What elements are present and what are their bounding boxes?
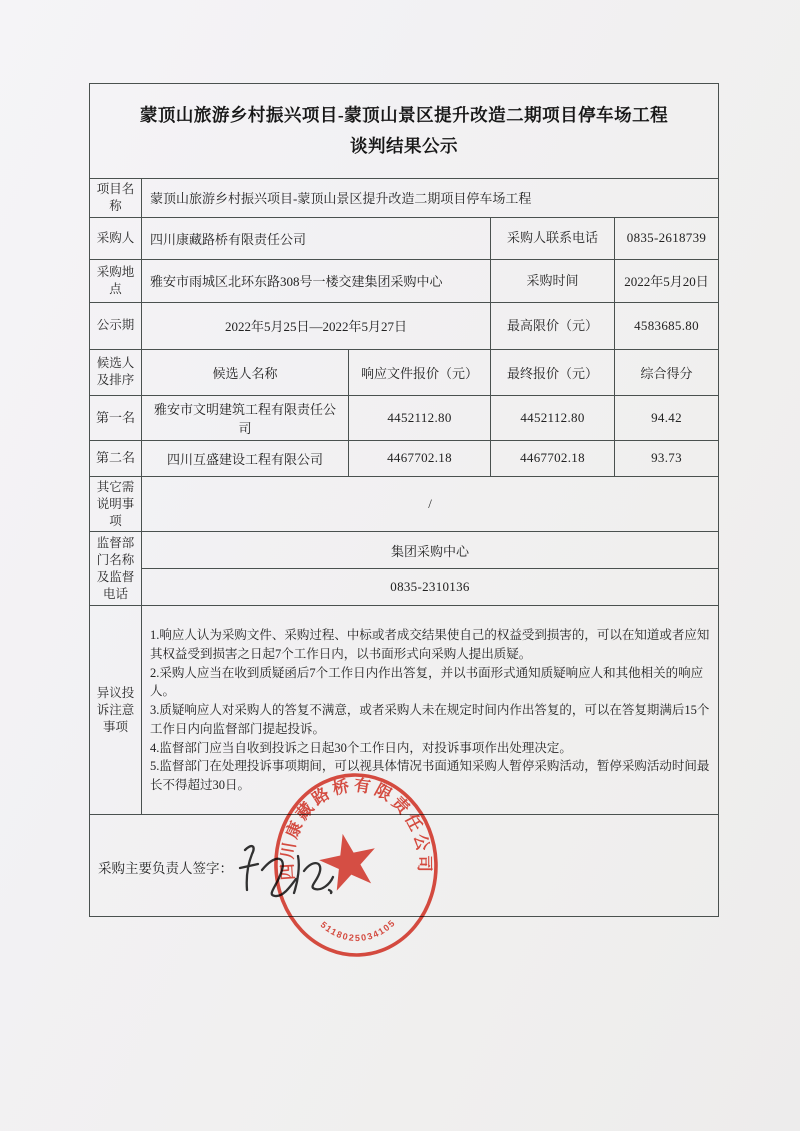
candidate-2-score: 93.73: [615, 440, 719, 476]
complaint-item-4: 4.监督部门应当自收到投诉之日起30个工作日内，对投诉事项作出处理决定。: [150, 740, 572, 755]
purchaser-phone-label: 采购人联系电话: [491, 217, 615, 259]
stamp-number-text: 5118025034105: [318, 917, 398, 944]
other-notes-value: /: [142, 476, 719, 532]
candidate-name-header: 候选人名称: [142, 349, 349, 395]
publicity-period-label: 公示期: [90, 302, 142, 349]
score-header: 综合得分: [615, 349, 719, 395]
supervision-department: 集团采购中心: [142, 532, 719, 569]
purchaser-row: [90, 217, 719, 259]
project-name-value: 蒙顶山旅游乡村振兴项目-蒙顶山景区提升改造二期项目停车场工程: [142, 179, 719, 218]
stamp-star-icon: [315, 828, 382, 893]
publicity-period-row: [90, 302, 719, 349]
other-notes-row: [90, 476, 719, 532]
purchaser-phone-value: 0835-2618739: [615, 217, 719, 259]
supervision-department-row: [90, 532, 719, 569]
candidate-2-final-price: 4467702.18: [491, 440, 615, 476]
document-title-line1: 蒙顶山旅游乡村振兴项目-蒙顶山景区提升改造二期项目停车场工程: [139, 105, 669, 126]
candidate-1-final-price: 4452112.80: [491, 395, 615, 440]
location-row: [90, 259, 719, 302]
candidates-header-row: [90, 349, 719, 395]
candidate-2-name: 四川互盛建设工程有限公司: [142, 440, 349, 476]
project-name-row: [90, 179, 719, 218]
signature-label: 采购主要负责人签字：: [98, 861, 233, 877]
purchase-time-label: 采购时间: [491, 259, 615, 302]
candidate-row-1: [90, 395, 719, 440]
document-title-line2: 谈判结果公示: [350, 136, 458, 156]
candidate-1-name: 雅安市文明建筑工程有限责任公司: [142, 395, 349, 440]
complaint-item-5: 5.监督部门在处理投诉事项期间，可以视具体情况书面通知采购人暂停采购活动，暂停采购活动时间最长不得超过30日。: [150, 759, 710, 792]
candidates-section-label: 候选人及排序: [90, 349, 142, 395]
purchaser-value: 四川康藏路桥有限责任公司: [142, 217, 491, 259]
purchaser-label: 采购人: [90, 217, 142, 259]
other-notes-label: 其它需说明事项: [90, 476, 142, 532]
stamp-company-text: 四川康藏路桥有限责任公司: [277, 775, 435, 881]
publicity-period-value: 2022年5月25日—2022年5月27日: [142, 302, 491, 349]
location-value: 雅安市雨城区北环东路308号一楼交建集团采购中心: [142, 259, 491, 302]
candidate-row-2: [90, 440, 719, 476]
complaint-item-3: 3.质疑响应人对采购人的答复不满意，或者采购人未在规定时间内作出答复的，可以在答复期满后15个工作日内向监督部门提起投诉。: [150, 703, 710, 736]
final-price-header: 最终报价（元）: [491, 349, 615, 395]
max-price-label: 最高限价（元）: [491, 302, 615, 349]
company-stamp: [266, 766, 447, 966]
rank-1-label: 第一名: [90, 395, 142, 440]
title-row: [90, 84, 719, 179]
svg-text:5118025034105: [318, 917, 398, 944]
complaint-item-2: 2.采购人应当在收到质疑函后7个工作日内作出答复，并以书面形式通知质疑响应人和其他相关的响应人。: [150, 665, 704, 699]
complaint-item-1: 1.响应人认为采购文件、采购过程、中标或者成交结果使自己的权益受到损害的，可以在知道或者应知其权益受到损害之日起7个工作日内，以书面形式向采购人提出质疑。: [150, 628, 710, 661]
doc-price-header: 响应文件报价（元）: [349, 349, 491, 395]
project-name-label: 项目名称: [90, 179, 142, 218]
candidate-2-doc-price: 4467702.18: [349, 440, 491, 476]
supervision-label: 监督部门名称及监督电话: [90, 532, 142, 606]
supervision-phone-row: [90, 569, 719, 606]
complaint-notice-label: 异议投诉注意事项: [90, 606, 142, 815]
max-price-value: 4583685.80: [615, 302, 719, 349]
supervision-phone: 0835-2310136: [142, 569, 719, 606]
candidate-1-score: 94.42: [615, 395, 719, 440]
rank-2-label: 第二名: [90, 440, 142, 476]
candidate-1-doc-price: 4452112.80: [349, 395, 491, 440]
purchase-time-value: 2022年5月20日: [615, 259, 719, 302]
document-title: [90, 84, 719, 179]
location-label: 采购地点: [90, 259, 142, 302]
